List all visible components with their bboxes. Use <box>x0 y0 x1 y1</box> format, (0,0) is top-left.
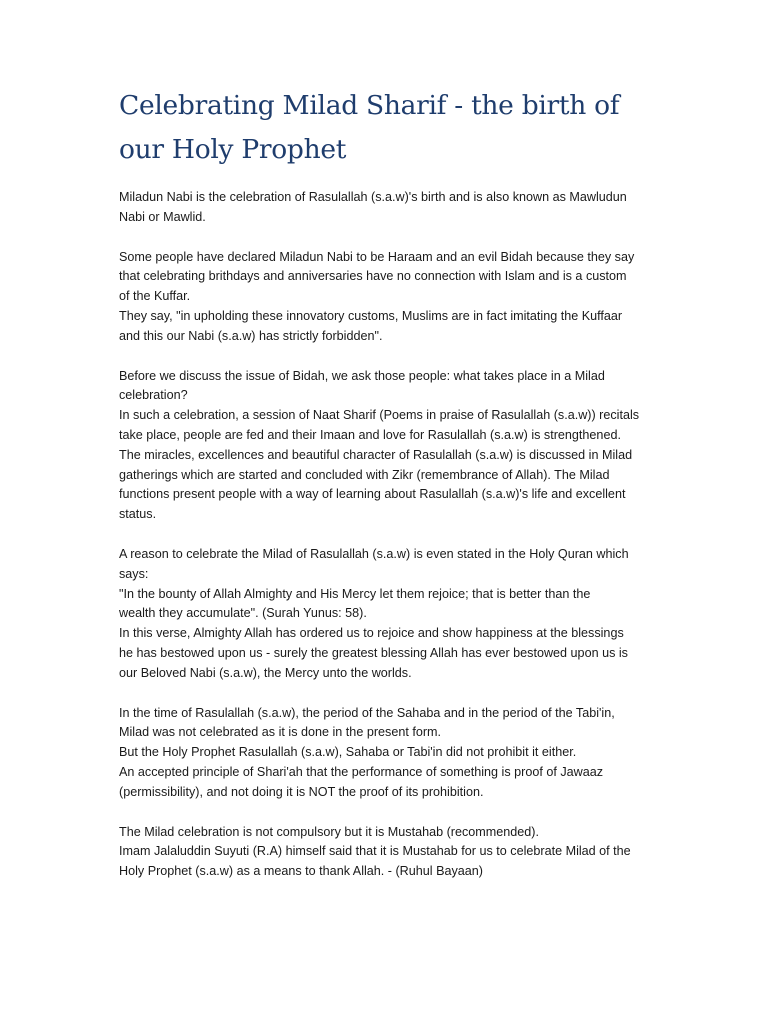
text-line: Holy Prophet (s.a.w) as a means to thank Allah. - (Ruhul Bayaan) <box>119 864 483 879</box>
title-line: Celebrating Milad Sharif - the birth of <box>119 90 620 121</box>
text-line: Imam Jalaluddin Suyuti (R.A) himself said that it is Mustahab for us to celebrate Milad of the <box>119 844 631 859</box>
document-body <box>119 188 659 902</box>
document-title <box>119 84 679 172</box>
text-line: But the Holy Prophet Rasulallah (s.a.w), Sahaba or Tabi'in did not prohibit it either. <box>119 745 577 760</box>
text-line: he has bestowed upon us - surely the greatest blessing Allah has ever bestowed upon us is <box>119 645 628 660</box>
paragraph <box>119 823 659 882</box>
text-line: says: <box>119 566 149 581</box>
text-line: that celebrating brithdays and anniversaries have no connection with Islam and is a custom <box>119 269 627 284</box>
text-line: A reason to celebrate the Milad of Rasulallah (s.a.w) is even stated in the Holy Quran which <box>119 546 629 561</box>
text-line: Nabi or Mawlid. <box>119 209 206 224</box>
paragraph <box>119 367 659 525</box>
text-line: and this our Nabi (s.a.w) has strictly forbidden". <box>119 328 383 343</box>
text-line: "In the bounty of Allah Almighty and His Mercy let them rejoice; that is better than the <box>119 586 591 601</box>
text-line: (permissibility), and not doing it is NOT the proof of its prohibition. <box>119 784 484 799</box>
text-line: Miladun Nabi is the celebration of Rasulallah (s.a.w)'s birth and is also known as Mawludun <box>119 190 627 204</box>
text-line: of the Kuffar. <box>119 289 191 304</box>
text-line: Some people have declared Miladun Nabi to be Haraam and an evil Bidah because they say <box>119 249 635 264</box>
text-line: Milad was not celebrated as it is done in the present form. <box>119 725 442 740</box>
text-line: take place, people are fed and their Imaan and love for Rasulallah (s.a.w) is strengthened. <box>119 427 621 442</box>
title-line: our Holy Prophet <box>119 134 347 165</box>
text-line: In this verse, Almighty Allah has ordered us to rejoice and show happiness at the blessings <box>119 626 624 641</box>
text-line: The miracles, excellences and beautiful character of Rasulallah (s.a.w) is discussed in Milad <box>119 447 633 462</box>
paragraph <box>119 545 659 684</box>
text-line: wealth they accumulate". (Surah Yunus: 58). <box>119 606 367 621</box>
text-line: our Beloved Nabi (s.a.w), the Mercy unto the worlds. <box>119 665 412 680</box>
text-line: The Milad celebration is not compulsory but it is Mustahab (recommended). <box>119 824 539 839</box>
text-line: An accepted principle of Shari'ah that the performance of something is proof of Jawaaz <box>119 764 604 779</box>
text-line: In the time of Rasulallah (s.a.w), the period of the Sahaba and in the period of the Tabi'in, <box>119 705 615 720</box>
text-line: status. <box>119 507 157 522</box>
text-line: celebration? <box>119 388 188 403</box>
paragraph <box>119 704 659 803</box>
text-line: In such a celebration, a session of Naat Sharif (Poems in praise of Rasulallah (s.a.w)) recitals <box>119 408 640 423</box>
text-line: functions present people with a way of learning about Rasulallah (s.a.w)'s life and excellent <box>119 487 626 502</box>
text-line: gatherings which are started and concluded with Zikr (remembrance of Allah). The Milad <box>119 467 610 482</box>
text-line: Before we discuss the issue of Bidah, we ask those people: what takes place in a Milad <box>119 368 605 383</box>
paragraph <box>119 188 659 228</box>
paragraph <box>119 248 659 347</box>
text-line: They say, "in upholding these innovatory customs, Muslims are in fact imitating the Kuffaar <box>119 308 623 323</box>
